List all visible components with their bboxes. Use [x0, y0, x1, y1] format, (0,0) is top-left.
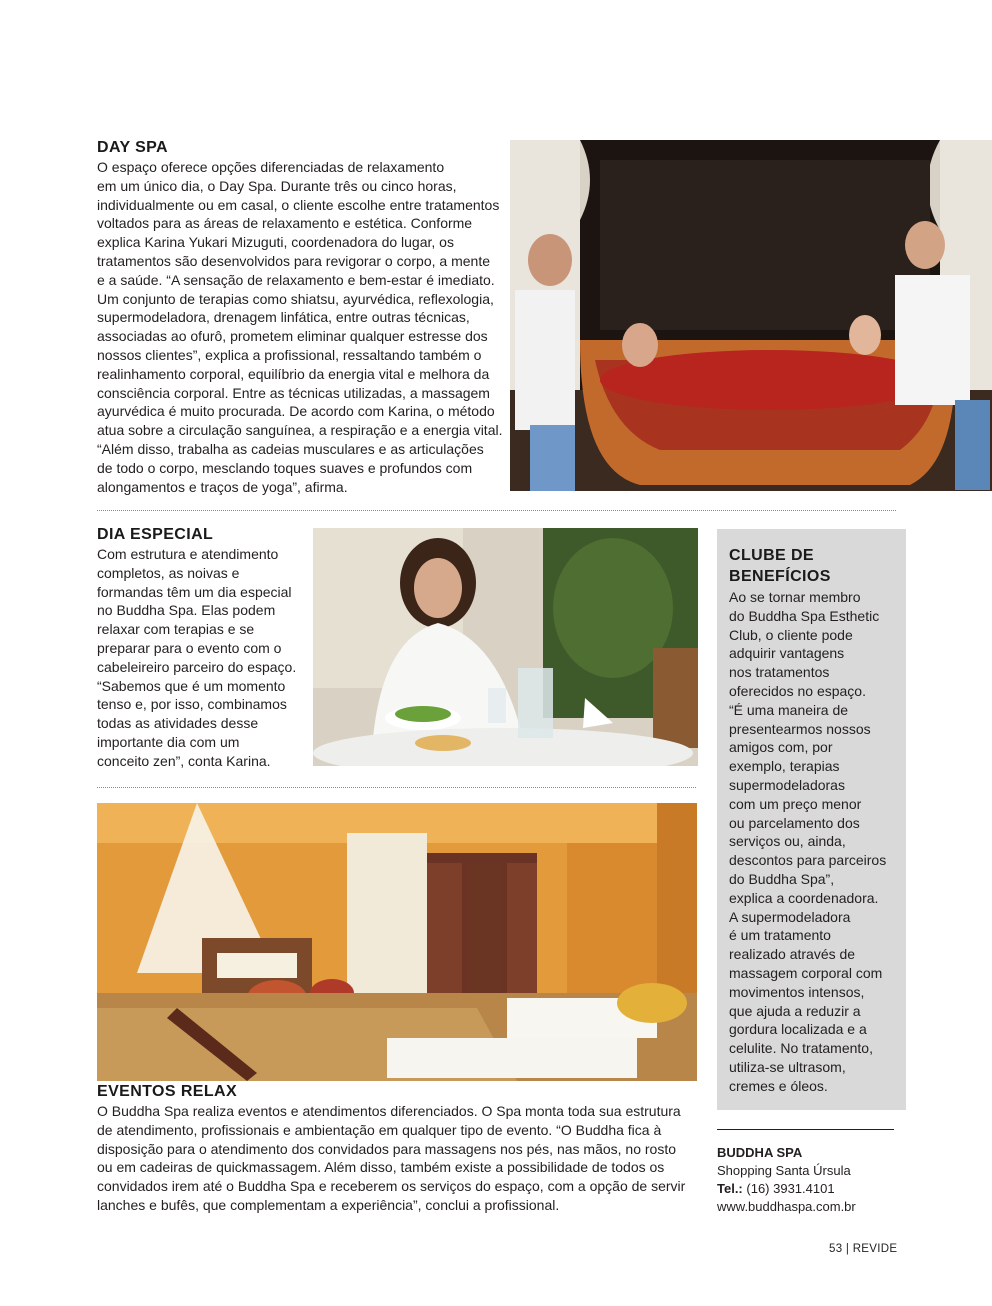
body-line: com um preço menor	[729, 795, 862, 812]
body-line: “Sabemos que é um momento	[97, 677, 286, 694]
day-spa-body	[97, 158, 509, 496]
body-line: tenso e, por isso, combinamos	[97, 696, 287, 713]
day-spa-heading: DAY SPA	[97, 139, 168, 156]
body-line: movimentos intensos,	[729, 983, 865, 1000]
body-line: realinhamento corporal, equilíbrio da energia vital e melhora da	[97, 365, 490, 382]
body-line: Um conjunto de terapias como shiatsu, ayurvédica, reflexologia,	[97, 290, 494, 307]
body-line: supermodeladoras	[729, 776, 845, 793]
body-line: de atendimento, profissionais e ambientação em qualquer tipo de evento. “O Buddha fica à	[97, 1121, 662, 1138]
body-line: Ao se tornar membro	[729, 589, 861, 605]
body-line: ou parcelamento dos	[729, 814, 860, 831]
contact-location: Shopping Santa Úrsula	[717, 1163, 851, 1178]
body-line: tratamentos são desenvolvidos para revigorar o corpo, a mente	[97, 252, 490, 269]
body-line: em um único dia, o Day Spa. Durante três ou cinco horas,	[97, 177, 457, 194]
heading-line: BENEFÍCIOS	[729, 568, 831, 585]
body-line: Com estrutura e atendimento	[97, 546, 279, 562]
body-line: descontos para parceiros	[729, 852, 887, 869]
dia-especial-body	[97, 545, 309, 771]
body-line: A supermodeladora	[729, 908, 851, 925]
contact-box	[717, 1144, 917, 1216]
body-line: consciência corporal. Entre as técnicas utilizadas, a massagem	[97, 384, 490, 401]
body-line: nossos clientes”, explica a profissional, ressaltando também o	[97, 346, 482, 363]
body-line: gordura localizada e a	[729, 1021, 867, 1038]
lounge-room-photo	[97, 803, 697, 1081]
magazine-name: REVIDE	[852, 1243, 898, 1255]
body-line: no Buddha Spa. Elas podem	[97, 602, 276, 619]
body-line: explica a coordenadora.	[729, 889, 879, 906]
body-line: individualmente ou em casal, o cliente escolhe entre tratamentos	[97, 196, 500, 213]
phone-label: Tel.:	[717, 1181, 743, 1196]
body-line: e a saúde. “A sensação de relaxamento e bem-estar é imediato.	[97, 271, 495, 288]
page-number: 53	[829, 1243, 843, 1255]
ofuro-tub-photo	[510, 140, 992, 491]
page-folio	[829, 1243, 897, 1255]
contact-name: BUDDHA SPA	[717, 1145, 803, 1160]
body-line: “É uma maneira de	[729, 701, 849, 718]
body-line: lanches e bufês, que complementam a experiência”, conclui a profissional.	[97, 1196, 560, 1213]
body-line: é um tratamento	[729, 927, 831, 944]
body-line: convidados irem até o Buddha Spa e receberem os serviços do espaço, com a opção de servir	[97, 1178, 686, 1195]
dia-especial-heading: DIA ESPECIAL	[97, 526, 214, 543]
body-line: realizado através de	[729, 946, 856, 963]
body-line: supermodeladora, drenagem linfática, entre outras técnicas,	[97, 309, 470, 326]
body-line: associadas ao ofurô, prometem eliminar qualquer estresse dos	[97, 328, 488, 345]
body-line: oferecidos no espaço.	[729, 682, 866, 699]
contact-website[interactable]: www.buddhaspa.com.br	[717, 1199, 856, 1214]
eventos-relax-heading: EVENTOS RELAX	[97, 1083, 238, 1100]
body-line: serviços ou, ainda,	[729, 833, 846, 850]
body-line: massagem corporal com	[729, 964, 883, 981]
body-line: explica Karina Yukari Mizuguti, coordenadora do lugar, os	[97, 234, 454, 251]
benefits-club-heading	[729, 545, 901, 587]
contact-divider	[717, 1129, 894, 1130]
body-line: importante dia com um	[97, 733, 240, 750]
body-line: do Buddha Spa Esthetic	[729, 607, 880, 624]
body-line: todas as atividades desse	[97, 715, 259, 732]
body-line: do Buddha Spa”,	[729, 870, 835, 887]
body-line: preparar para o evento com o	[97, 639, 282, 656]
body-line: atua sobre a circulação sanguínea, a respiração e a energia vital.	[97, 422, 503, 439]
body-line: alongamentos e traços de yoga”, afirma.	[97, 478, 348, 495]
body-line: presentearmos nossos	[729, 720, 871, 737]
body-line: amigos com, por	[729, 739, 833, 756]
benefits-club-body	[729, 588, 905, 1096]
body-line: de todo o corpo, mesclando toques suaves e profundos com	[97, 459, 473, 476]
body-line: Club, o cliente pode	[729, 626, 853, 643]
body-line: completos, as noivas e	[97, 564, 240, 581]
folio-separator: |	[845, 1243, 850, 1255]
body-line: utiliza-se ultrasom,	[729, 1058, 846, 1075]
eventos-relax-body	[97, 1102, 707, 1215]
body-line: voltados para as áreas de relaxamento e estética. Conforme	[97, 215, 473, 232]
body-line: “Além disso, trabalha as cadeias musculares e as articulações	[97, 440, 484, 457]
body-line: cabeleireiro parceiro do espaço.	[97, 658, 297, 675]
woman-dining-photo	[313, 528, 698, 766]
contact-phone-line	[717, 1180, 917, 1198]
section-divider	[97, 787, 696, 788]
body-line: relaxar com terapias e se	[97, 621, 255, 638]
body-line: ou em cadeiras de quickmassagem. Além disso, também existe a possibilidade de todos os	[97, 1159, 665, 1176]
heading-line: CLUBE DE	[729, 547, 814, 564]
benefits-club-sidebar	[717, 529, 906, 1110]
body-line: celulite. No tratamento,	[729, 1040, 873, 1057]
body-line: disposição para o atendimento dos convidados para massagens nos pés, nas mãos, no rosto	[97, 1140, 677, 1157]
body-line: nos tratamentos	[729, 664, 830, 681]
body-line: formandas têm um dia especial	[97, 583, 292, 600]
body-line: O espaço oferece opções diferenciadas de relaxamento	[97, 159, 445, 175]
body-line: conceito zen”, conta Karina.	[97, 752, 271, 769]
body-line: adquirir vantagens	[729, 645, 845, 662]
body-line: cremes e óleos.	[729, 1077, 828, 1094]
body-line: O Buddha Spa realiza eventos e atendimentos diferenciados. O Spa monta toda sua estrutura	[97, 1103, 681, 1119]
section-divider	[97, 510, 896, 511]
body-line: ayurvédica é muito procurada. De acordo com Karina, o método	[97, 403, 495, 420]
body-line: exemplo, terapias	[729, 758, 840, 775]
phone-number: (16) 3931.4101	[746, 1181, 835, 1196]
body-line: que ajuda a reduzir a	[729, 1002, 861, 1019]
